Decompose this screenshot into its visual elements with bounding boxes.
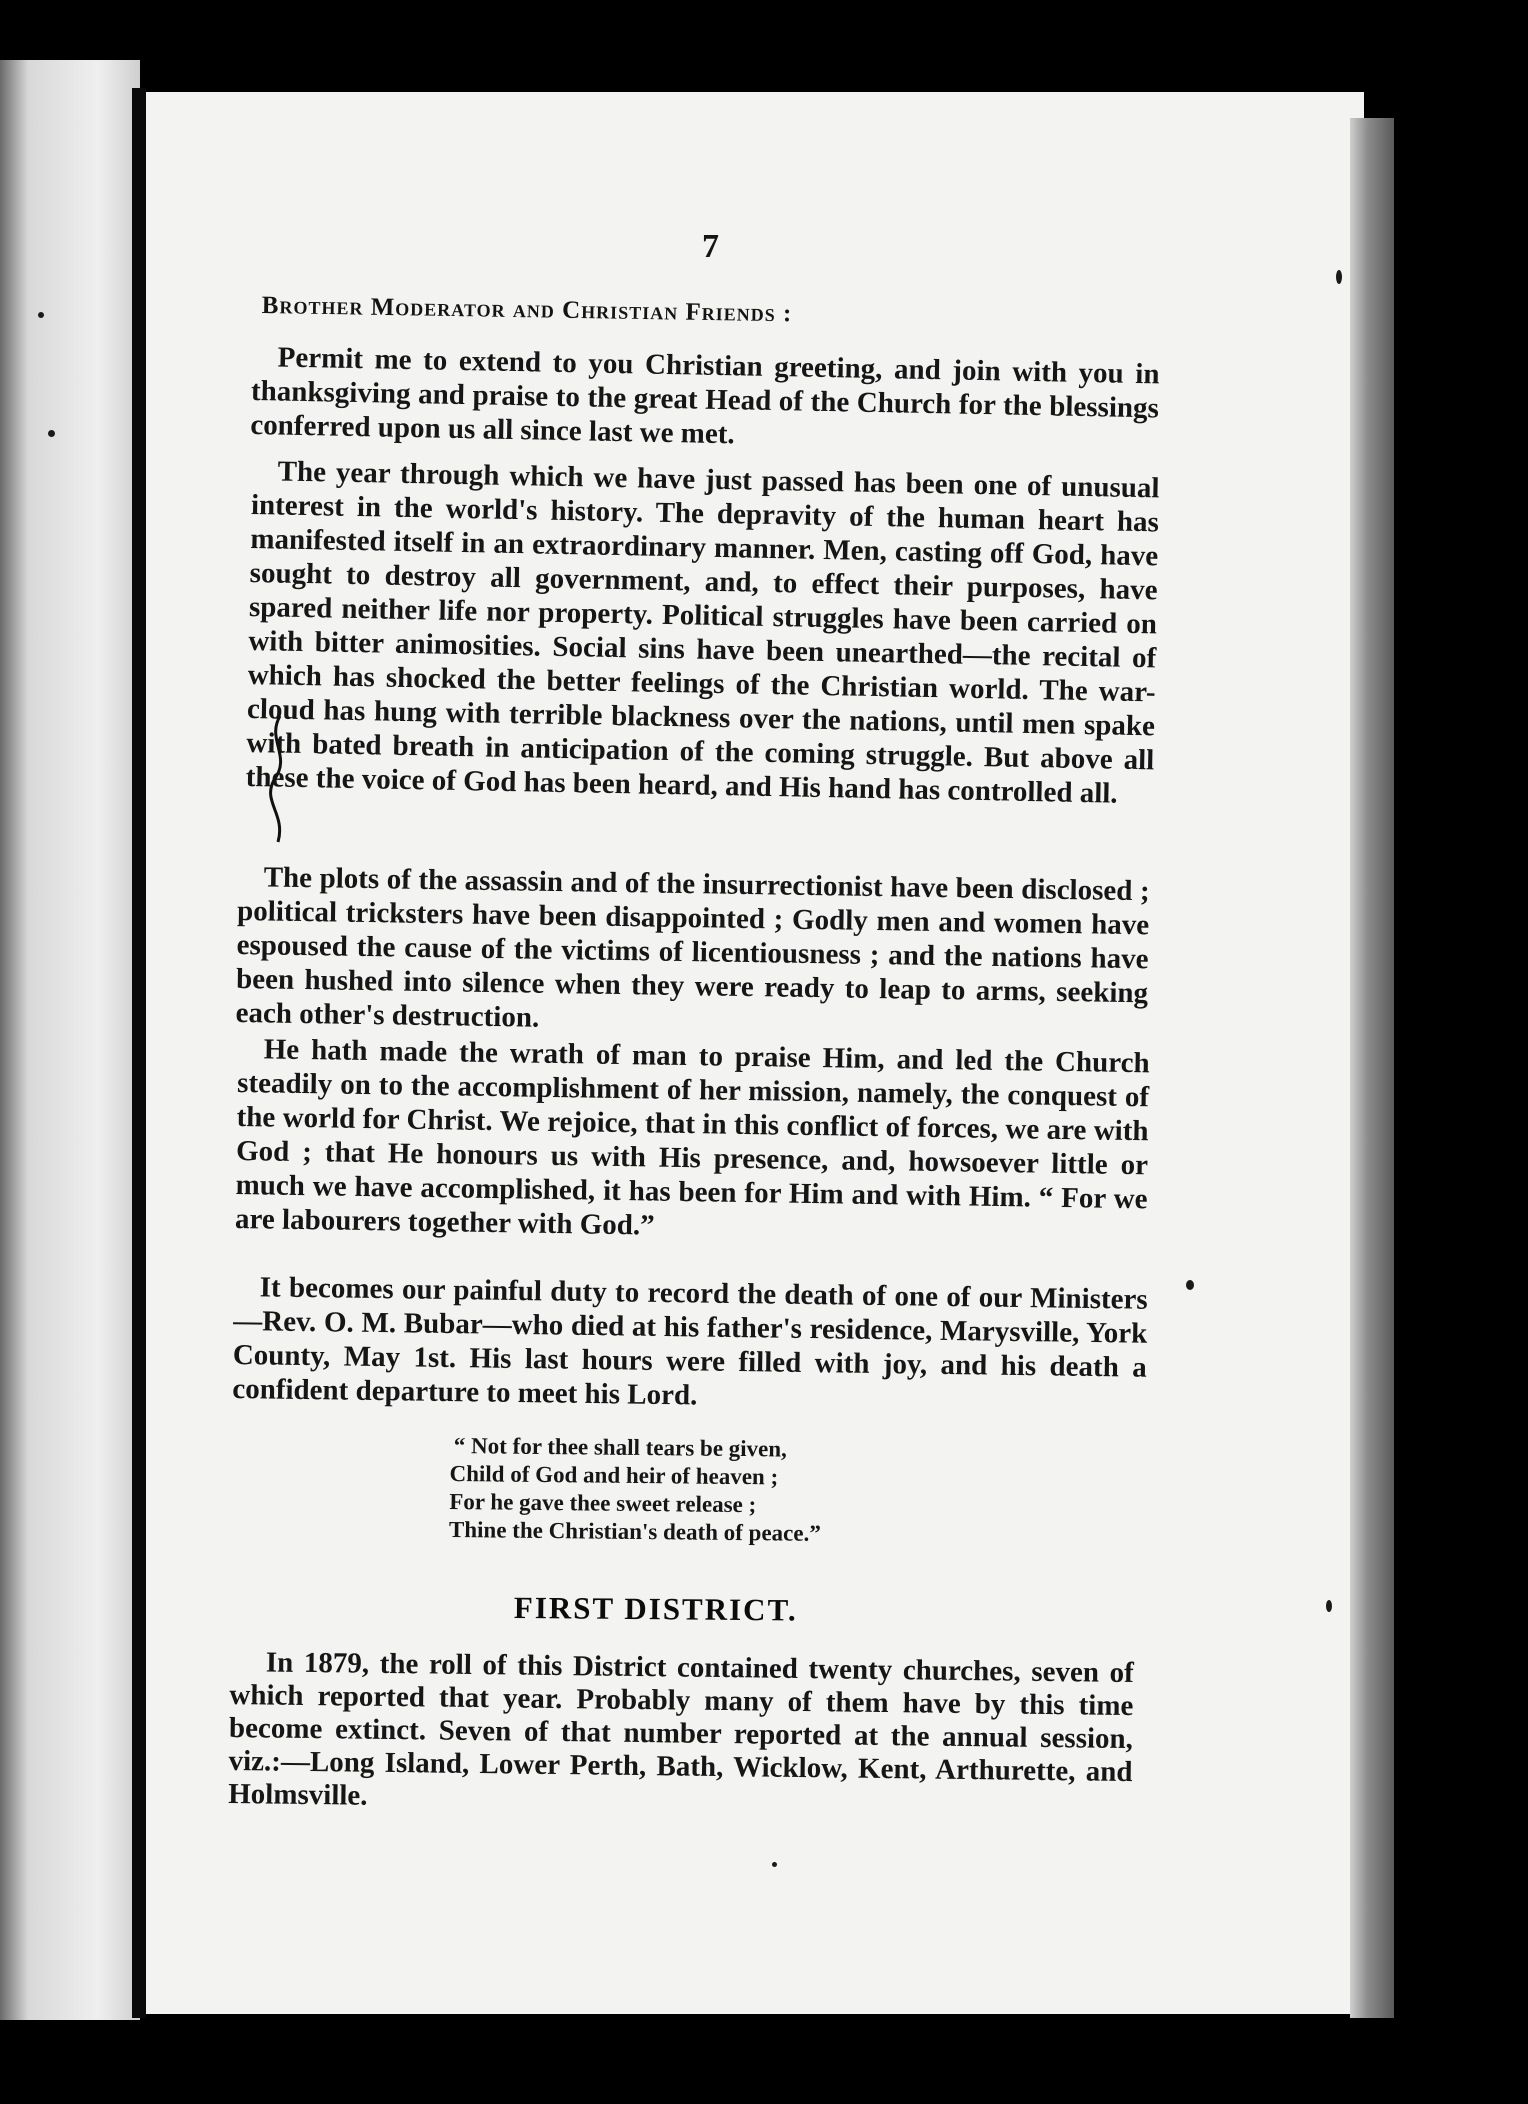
paragraph-block-5 <box>232 1270 1148 1419</box>
verse-line-1: “ Not for thee shall tears be given, <box>453 1433 788 1462</box>
page-number: 7 <box>702 228 719 265</box>
scan-speck <box>48 430 55 437</box>
book-gutter <box>132 88 146 2018</box>
section-heading: FIRST DISTRICT. <box>513 1590 798 1628</box>
scan-speck <box>772 1862 777 1867</box>
verse-line-2: Child of God and heir of heaven ; <box>449 1460 779 1490</box>
district-paragraph-block <box>228 1646 1134 1822</box>
paragraph-plots: The plots of the assassin and of the insurrectionist have been disclosed ; political tricksters have been disappointed ; Godly men and women have espoused the cause of the victims of licentiousness ; and the nations have been hushed into silence when they were ready to leap to arms, seeking each other's destruction. <box>235 861 1150 1034</box>
memorial-verse <box>449 1432 822 1548</box>
salutation: Brother Moderator and Christian Friends : <box>261 292 793 328</box>
handwritten-bracket-mark <box>252 710 312 850</box>
verse-line-3: For he gave thee sweet release ; <box>449 1488 757 1518</box>
paragraph-block-2 <box>245 454 1159 811</box>
scan-speck <box>1186 1280 1194 1290</box>
scan-speck <box>38 312 44 318</box>
scan-speck <box>1326 1600 1332 1612</box>
paragraph-block-4 <box>235 1032 1150 1250</box>
paragraph-first-district: In 1879, the roll of this District contained twenty churches, seven of which reported that year. Probably many of them have by this time become extinct. Seven of that number reported at the annual session, viz.:—Long Island, Lower Perth, Bath, Wicklow, Kent, Arthurette, and Holmsville. <box>227 1646 1134 1812</box>
right-page-edge <box>1350 118 1394 2018</box>
paragraph-block-1 <box>250 340 1160 459</box>
scan-speck <box>1336 270 1342 284</box>
paragraph-greeting: Permit me to extend to you Christian greeting, and join with you in thanksgiving and praise to the great Head of the Church for the blessings conferred upon us all since last we met. <box>250 341 1160 451</box>
verse-line-4: Thine the Christian's death of peace.” <box>448 1516 821 1546</box>
paragraph-obituary: It becomes our painful duty to record the death of one of our Ministers—Rev. O. M. Bubar—who died at his father's residence, Marysville, York County, May 1st. His last hours were filled with joy, and his death a confident departure to meet his Lord. <box>232 1271 1148 1412</box>
paragraph-year-review: The year through which we have just passed has been one of unusual interest in the world's history. The depravity of the human heart has manifested itself in an extraordinary manner. Men, casting off God, have sought to destroy all government, and, to effect their purposes, have spared neither life nor property. Political struggles have been carried on with bitter animosities. Social sins have been unearthed—the recital of which has shocked the better feelings of the Christian world. The war-cloud has hung with terrible blackness over the nations, until men spake with bated breath in anticipation of the coming struggle. But above all these the voice of God has been heard, and His hand has controlled all. <box>245 455 1160 810</box>
paragraph-wrath-of-man: He hath made the wrath of man to praise Him, and led the Church steadily on to the accomplishment of her mission, namely, the conquest of the world for Christ. We rejoice, that in this conflict of forces, we are with God ; that He honours us with His presence, and, howsoever little or much we have accomplished, it has been for Him and with Him. “ For we are labourers together with God.” <box>234 1033 1150 1242</box>
paragraph-block-3 <box>235 860 1150 1044</box>
left-page-edge <box>0 60 140 2020</box>
